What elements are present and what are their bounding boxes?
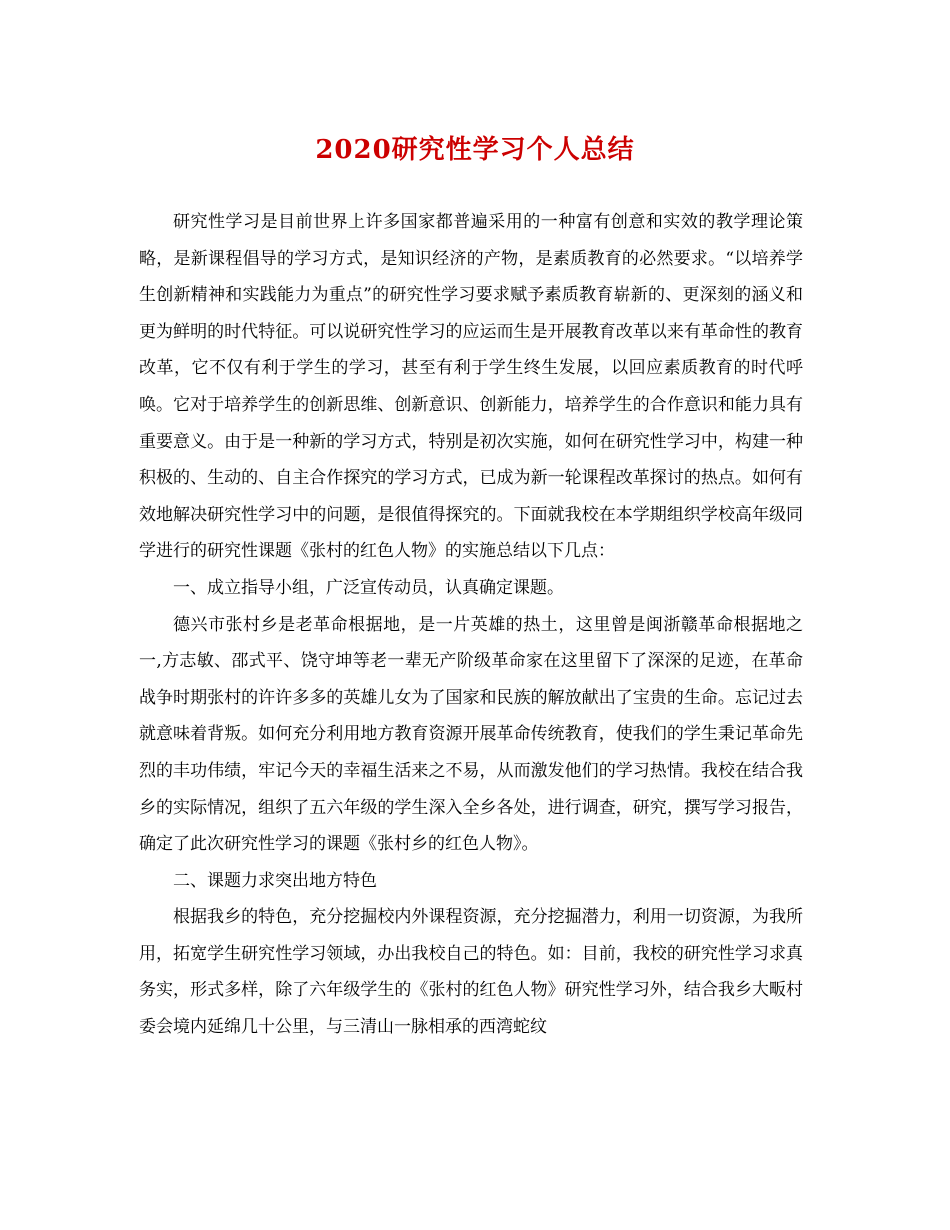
- paragraph-section-2: 根据我乡的特色，充分挖掘校内外课程资源，充分挖掘潜力，利用一切资源，为我所用，拓宽学生研究性学习领域，办出我校自己的特色。如：目前，我校的研究性学习求真务实，形式多样，除了六年级学生的《张村的红色人物》研究性学习外，结合我乡大畈村委会境内延绵几十公里，与三清山一脉相承的西湾蛇纹: [139, 907, 803, 1038]
- paragraph-intro: 研究性学习是目前世界上许多国家都普遍采用的一种富有创意和实效的教学理论策略，是新课程倡导的学习方式，是知识经济的产物，是素质教育的必然要求。“以培养学生创新精神和实践能力为重点”的研究性学习要求赋予素质教育崭新的、更深刻的涵义和更为鲜明的时代特征。可以说研究性学习的应运而生是开展教育改革以来有革命性的教育改革，它不仅有利于学生的学习，甚至有利于学生终生发展，以回应素质教育的时代呼唤。它对于培养学生的创新思维、创新意识、创新能力，培养学生的合作意识和能力具有重要意义。由于是一种新的学习方式，特别是初次实施，如何在研究性学习中，构建一种积极的、生动的、自主合作探究的学习方式，已成为新一轮课程改革探讨的热点。如何有效地解决研究性学习中的问题，是很值得探究的。下面就我校在本学期组织学校高年级同学进行的研究性课题《张村的红色人物》的实施总结以下几点：: [139, 212, 803, 562]
- document-title: 2020研究性学习个人总结: [315, 135, 635, 165]
- document-body: [139, 204, 803, 1046]
- section-heading-2: 二、课题力求突出地方特色: [173, 870, 377, 891]
- section-heading-1: 一、成立指导小组，广泛宣传动员，认真确定课题。: [173, 577, 564, 598]
- paragraph-section-1: 德兴市张村乡是老革命根据地，是一片英雄的热土，这里曾是闽浙赣革命根据地之一,方志敏、邵式平、饶守坤等老一辈无产阶级革命家在这里留下了深深的足迹，在革命战争时期张村的许许多多的英雄儿女为了国家和民族的解放献出了宝贵的生命。忘记过去就意味着背叛。如何充分利用地方教育资源开展革命传统教育，使我们的学生秉记革命先烈的丰功伟绩，牢记今天的幸福生活来之不易，从而激发他们的学习热情。我校在结合我乡的实际情况，组织了五六年级的学生深入全乡各处，进行调查，研究，撰写学习报告，确定了此次研究性学习的课题《张村乡的红色人物》。: [139, 614, 803, 855]
